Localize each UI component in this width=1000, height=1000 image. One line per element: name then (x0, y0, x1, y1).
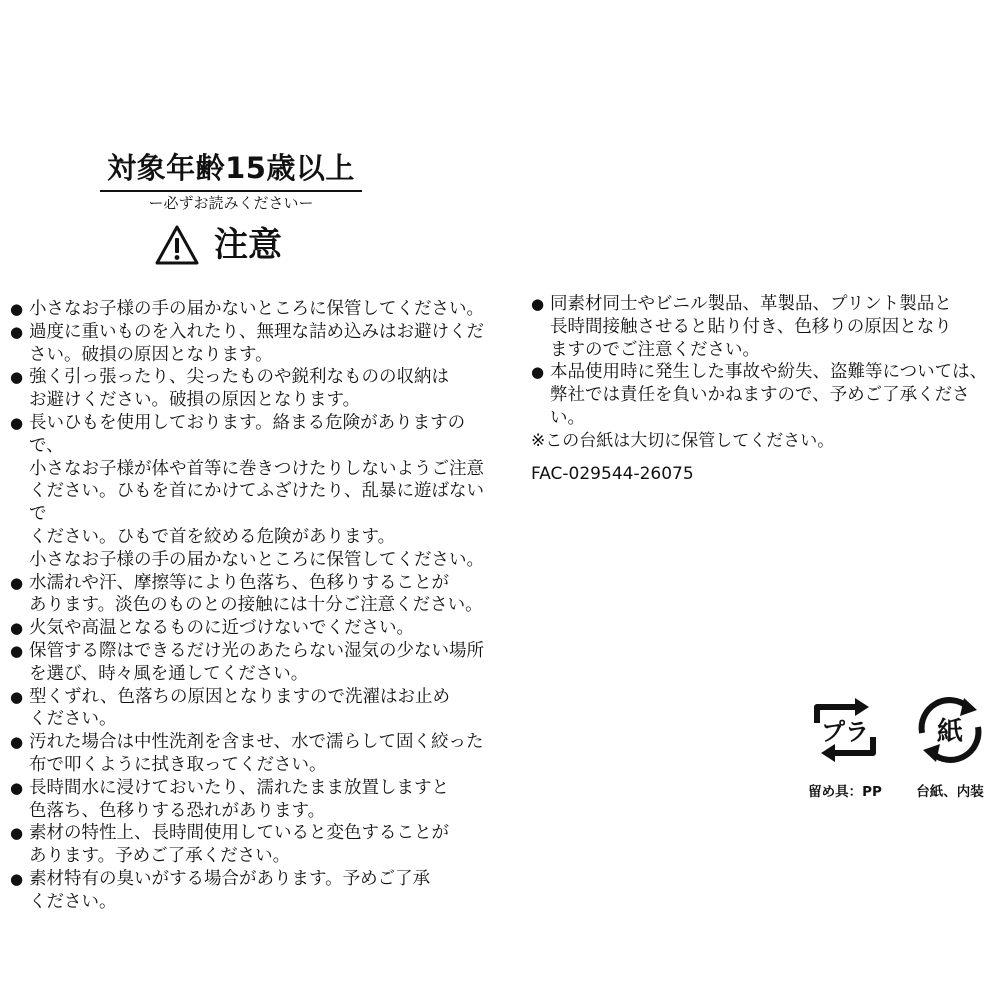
caution-item (10, 731, 495, 777)
caution-list-left (10, 298, 495, 914)
caution-item-text: 素材の特性上、長時間使用していると変色することが あります。予めご了承ください。 (29, 823, 449, 867)
caution-item (10, 412, 495, 572)
caution-item (10, 617, 495, 640)
caution-item-text: 火気や高温となるものに近づけないでください。 (29, 618, 414, 639)
caution-item (531, 293, 996, 361)
caution-item (10, 321, 495, 367)
caution-item (10, 572, 495, 618)
keep-card-note: ※この台紙は大切に保管してください。 (531, 431, 835, 451)
caution-item (10, 366, 495, 412)
paper-recycle-label: 台紙、内装 (916, 784, 984, 800)
pla-mark-text: プラ (821, 718, 869, 746)
paper-recycle-mark (905, 695, 995, 801)
caution-item (10, 298, 495, 321)
caution-item-text: 同素材同士やビニル製品、革製品、プリント製品と 長時間接触させると貼り付き、色移りの原因となり ますのでご注意ください。 (550, 294, 952, 360)
caution-item (10, 822, 495, 868)
bullet: ● (10, 824, 24, 843)
caution-item-text: 保管する際はできるだけ光のあたらない湿気の少ない場所 を選び、時々風を通してください。 (29, 640, 484, 684)
caution-item (10, 868, 495, 914)
caution-list-right (531, 293, 996, 430)
caution-item-text: 小さなお子様の手の届かないところに保管してください。 (29, 299, 484, 319)
caution-item-text: 本品使用時に発生した事故や紛失、盗難等については、 弊社では責任を負いかねますので、予めご了承ください。 (550, 362, 988, 428)
bullet: ● (10, 573, 24, 592)
pla-recycle-icon (805, 695, 885, 765)
caution-item-text: 過度に重いものを入れたり、無理な詰め込みはお避けくだ さい。破損の原因となります。 (29, 321, 484, 365)
plastic-recycle-label: 留め具：PP (808, 784, 882, 800)
bullet: ● (10, 641, 24, 660)
bullet: ● (10, 322, 24, 341)
age-limit-title: 対象年齢15歳以上 (107, 151, 355, 185)
bullet: ● (10, 733, 24, 752)
paper-mark-text: 紙 (936, 717, 964, 747)
warning-triangle-icon (154, 224, 200, 266)
caution-header (154, 220, 282, 270)
caution-item (531, 361, 996, 429)
bullet: ● (531, 295, 545, 313)
bullet: ● (10, 368, 24, 387)
must-read-subtitle: ー必ずお読みくださいー (148, 194, 314, 212)
caution-item-text: 水濡れや汗、摩擦等により色落ち、色移りすることが あります。淡色のものとの接触には十分ご注意ください。 (29, 572, 483, 616)
title-underline (100, 190, 362, 192)
plastic-recycle-mark (800, 695, 890, 801)
product-code: FAC-029544-26075 (531, 464, 694, 484)
caution-item-text: 型くずれ、色落ちの原因となりますので洗濯はお止め ください。 (29, 686, 451, 730)
caution-item (10, 640, 495, 686)
bullet: ● (10, 619, 24, 638)
caution-item-text: 長時間水に浸けておいたり、濡れたまま放置しますと 色落ち、色移りする恐れがあります。 (29, 777, 449, 821)
caution-title: 注意 (214, 225, 282, 265)
bullet: ● (10, 687, 24, 706)
caution-item-text: 汚れた場合は中性洗剤を含ませ、水で濡らして固く絞った 布で叩くように拭き取ってください。 (29, 732, 484, 775)
paper-recycle-icon (910, 695, 990, 765)
caution-item-text: 強く引っ張ったり、尖ったものや鋭利なものの収納は お避けください。破損の原因となります。 (29, 367, 449, 411)
bullet: ● (10, 869, 24, 888)
bullet: ● (531, 363, 545, 382)
caution-item-text: 長いひもを使用しております。絡まる危険がありますので、 小さなお子様が体や首等に巻きつけたりしないようご注意 ください。ひもを首にかけてふざけたり、乱暴に遊ばないで ください。ひもで首を絞める危険があります。 小さなお子様の手の届かないところに保管してください。 (29, 412, 484, 570)
caution-item (10, 686, 495, 732)
notes-block (531, 430, 834, 485)
caution-item-text: 素材特有の臭いがする場合があります。予めご了承 ください。 (29, 868, 431, 912)
bullet: ● (10, 413, 24, 432)
caution-item (10, 777, 495, 823)
bullet: ● (10, 778, 24, 797)
bullet: ● (10, 300, 24, 318)
